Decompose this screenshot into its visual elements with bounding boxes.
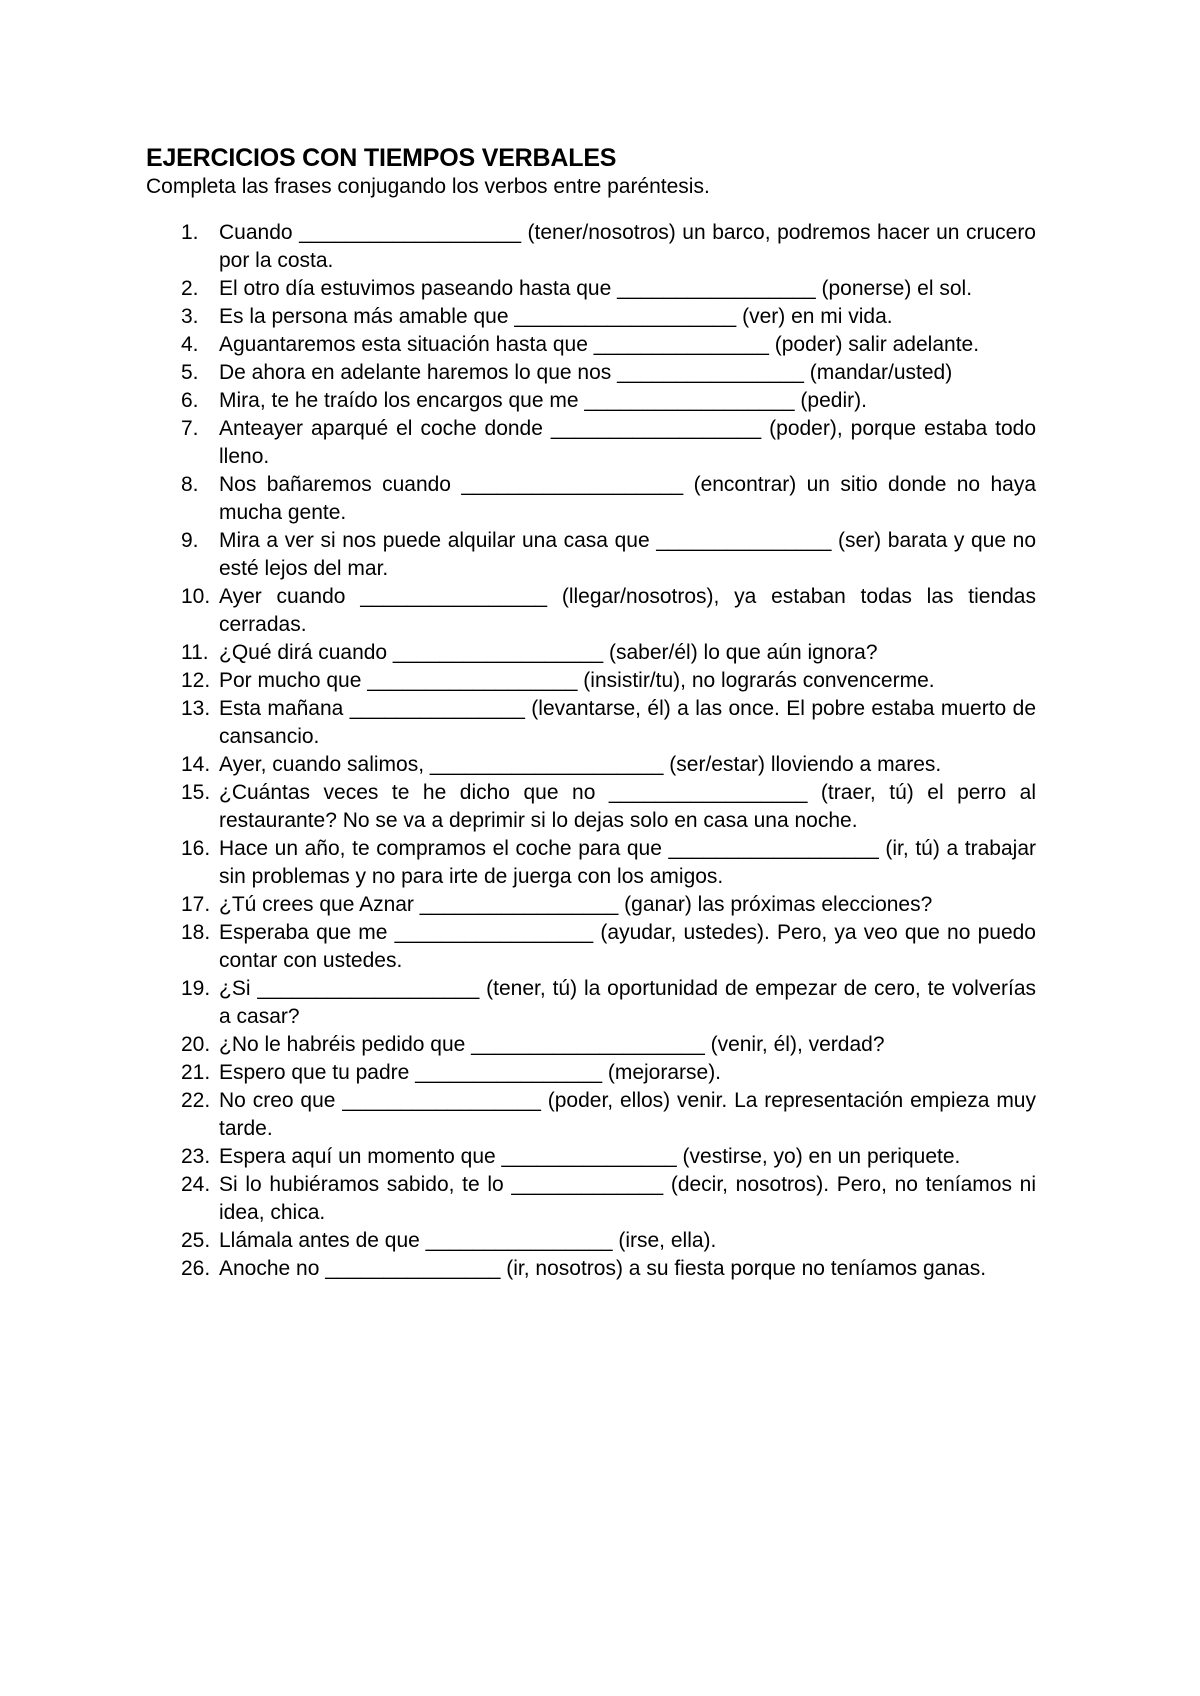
exercise-item <box>146 527 1036 583</box>
exercise-item <box>146 779 1036 835</box>
exercise-number: 16. <box>181 837 211 860</box>
exercise-item <box>146 583 1036 639</box>
exercise-number: 11. <box>181 641 209 664</box>
exercise-sentence: Es la persona más amable que ___________________ (ver) en mi vida. <box>219 305 893 328</box>
exercise-sentence: Ayer, cuando salimos, ____________________ (ser/estar) lloviendo a mares. <box>219 753 942 776</box>
exercise-number: 23. <box>181 1145 211 1168</box>
exercise-sentence: ¿No le habréis pedido que ____________________ (venir, él), verdad? <box>219 1033 885 1056</box>
exercise-sentence: ¿Si ___________________ (tener, tú) la oportunidad de empezar de cero, te volverías a casar? <box>219 977 1036 1028</box>
exercise-item <box>146 639 1036 667</box>
exercise-item <box>146 975 1036 1031</box>
exercise-sentence: Mira a ver si nos puede alquilar una casa que _______________ (ser) barata y que no esté lejos del mar. <box>219 529 1036 580</box>
exercise-number: 24. <box>181 1173 211 1196</box>
exercise-number: 2. <box>181 277 199 300</box>
exercise-number: 1. <box>181 221 199 244</box>
exercise-number: 17. <box>181 893 211 916</box>
exercise-sentence: Llámala antes de que ________________ (irse, ella). <box>219 1229 717 1252</box>
exercise-item <box>146 695 1036 751</box>
exercise-number: 6. <box>181 389 199 412</box>
exercise-item <box>146 303 1036 331</box>
exercise-sentence: Hace un año, te compramos el coche para que __________________ (ir, tú) a trabajar sin problemas y no para irte de juerga con los amigos. <box>219 837 1036 888</box>
exercise-sentence: ¿Tú crees que Aznar _________________ (ganar) las próximas elecciones? <box>219 893 933 916</box>
exercise-sentence: Nos bañaremos cuando ___________________ (encontrar) un sitio donde no haya mucha gente. <box>219 473 1036 524</box>
exercise-item <box>146 1255 1036 1283</box>
exercise-number: 18. <box>181 921 211 944</box>
exercise-number: 21. <box>181 1061 211 1084</box>
exercise-number: 22. <box>181 1089 211 1112</box>
exercise-number: 13. <box>181 697 211 720</box>
exercise-item <box>146 667 1036 695</box>
exercise-sentence: Anteayer aparqué el coche donde __________________ (poder), porque estaba todo lleno. <box>219 417 1036 468</box>
exercise-number: 26. <box>181 1257 211 1280</box>
exercise-item <box>146 275 1036 303</box>
exercise-sentence: Mira, te he traído los encargos que me __________________ (pedir). <box>219 389 867 412</box>
exercise-item <box>146 1227 1036 1255</box>
exercise-number: 14. <box>181 753 211 776</box>
exercise-sentence: No creo que _________________ (poder, ellos) venir. La representación empieza muy tarde. <box>219 1089 1036 1140</box>
exercise-sentence: De ahora en adelante haremos lo que nos ________________ (mandar/usted) <box>219 361 953 384</box>
worksheet-instructions: Completa las frases conjugando los verbos entre paréntesis. <box>146 175 710 198</box>
exercise-item <box>146 1031 1036 1059</box>
exercise-number: 15. <box>181 781 211 804</box>
exercise-number: 20. <box>181 1033 211 1056</box>
exercise-number: 12. <box>181 669 211 692</box>
exercise-sentence: ¿Cuántas veces te he dicho que no _________________ (traer, tú) el perro al restaurante? No se va a deprimir si lo dejas solo en casa una noche. <box>219 781 1036 832</box>
exercise-number: 5. <box>181 361 199 384</box>
exercise-number: 25. <box>181 1229 211 1252</box>
worksheet-title: EJERCICIOS CON TIEMPOS VERBALES <box>146 144 617 172</box>
exercise-list <box>146 219 1036 1283</box>
exercise-number: 19. <box>181 977 211 1000</box>
exercise-item <box>146 219 1036 275</box>
exercise-item <box>146 1171 1036 1227</box>
exercise-number: 3. <box>181 305 199 328</box>
exercise-item <box>146 1059 1036 1087</box>
exercise-item <box>146 387 1036 415</box>
exercise-number: 7. <box>181 417 199 440</box>
exercise-sentence: Ayer cuando ________________ (llegar/nosotros), ya estaban todas las tiendas cerradas. <box>219 585 1036 636</box>
exercise-item <box>146 471 1036 527</box>
exercise-number: 9. <box>181 529 199 552</box>
exercise-number: 8. <box>181 473 199 496</box>
exercise-item <box>146 1087 1036 1143</box>
exercise-number: 4. <box>181 333 199 356</box>
exercise-sentence: Espera aquí un momento que _______________ (vestirse, yo) en un periquete. <box>219 1145 961 1168</box>
exercise-sentence: Esperaba que me _________________ (ayudar, ustedes). Pero, ya veo que no puedo contar con ustedes. <box>219 921 1036 972</box>
exercise-sentence: Si lo hubiéramos sabido, te lo _____________ (decir, nosotros). Pero, no teníamos ni idea, chica. <box>219 1173 1036 1224</box>
exercise-item <box>146 891 1036 919</box>
exercise-item <box>146 835 1036 891</box>
worksheet-page <box>146 143 1036 1283</box>
exercise-item <box>146 415 1036 471</box>
exercise-item <box>146 919 1036 975</box>
exercise-sentence: Aguantaremos esta situación hasta que _______________ (poder) salir adelante. <box>219 333 980 356</box>
exercise-sentence: Por mucho que __________________ (insistir/tu), no lograrás convencerme. <box>219 669 935 692</box>
exercise-sentence: Anoche no _______________ (ir, nosotros) a su fiesta porque no teníamos ganas. <box>219 1257 987 1280</box>
exercise-item <box>146 751 1036 779</box>
exercise-sentence: Esta mañana _______________ (levantarse, él) a las once. El pobre estaba muerto de cansancio. <box>219 697 1036 748</box>
exercise-item <box>146 1143 1036 1171</box>
exercise-sentence: ¿Qué dirá cuando __________________ (saber/él) lo que aún ignora? <box>219 641 878 664</box>
exercise-number: 10. <box>181 585 211 608</box>
exercise-sentence: El otro día estuvimos paseando hasta que _________________ (ponerse) el sol. <box>219 277 973 300</box>
exercise-item <box>146 359 1036 387</box>
exercise-sentence: Cuando ___________________ (tener/nosotros) un barco, podremos hacer un crucero por la costa. <box>219 221 1036 272</box>
exercise-item <box>146 331 1036 359</box>
exercise-sentence: Espero que tu padre ________________ (mejorarse). <box>219 1061 722 1084</box>
